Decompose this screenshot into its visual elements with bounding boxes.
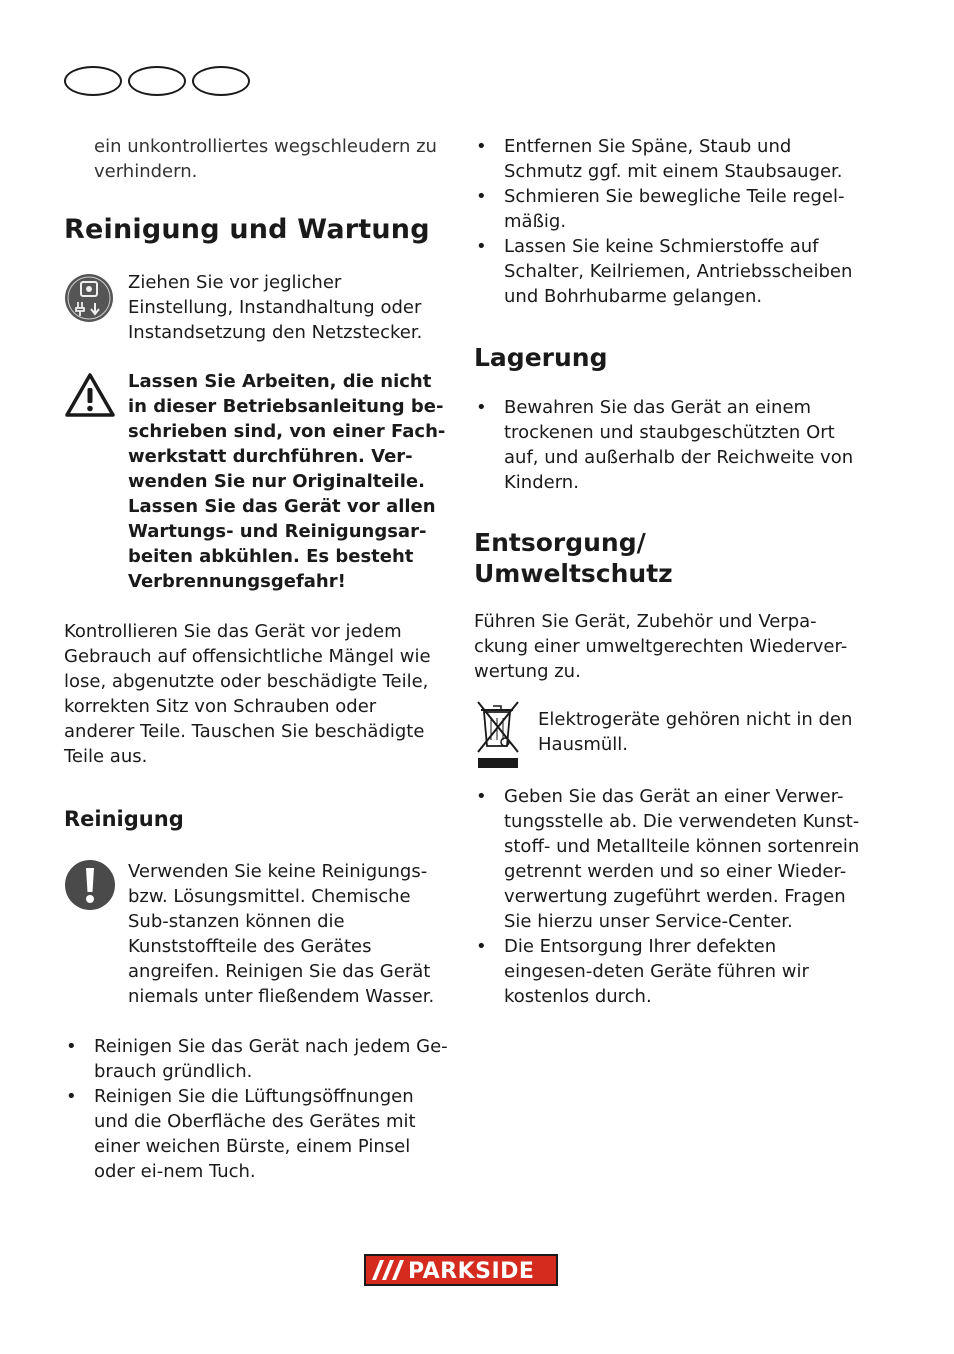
maintenance-bullets xyxy=(474,134,864,309)
intro-continuation: ein unkontrolliertes wegschleudern zu verhindern. xyxy=(94,136,437,182)
storage-bullets xyxy=(474,395,864,495)
cleaning-note xyxy=(64,859,450,1009)
logo-text: PARKSIDE xyxy=(408,1259,535,1284)
list-item: • Bewahren Sie das Gerät an einem trockenen und staubgeschützten Ort auf, und außerhalb der Reichweite von Kindern. xyxy=(474,395,864,495)
unplug-note xyxy=(64,270,450,345)
list-item: • Reinigen Sie das Gerät nach jedem Ge-brauch gründlich. xyxy=(64,1034,450,1084)
cleaning-text: Verwenden Sie keine Reinigungs-bzw. Lösungsmittel. Chemische Sub-stanzen können die Kunststoffteile des Gerätes angreifen. Reinigen Sie das Gerät niemals unter fließendem Wasser. xyxy=(128,861,435,1007)
unplug-icon xyxy=(64,270,116,330)
section-title: Reinigung und Wartung xyxy=(64,214,430,245)
list-item: • Schmieren Sie bewegliche Teile regel-mäßig. xyxy=(474,184,864,234)
disposal-text: Führen Sie Gerät, Zubehör und Verpa-ckung einer umweltgerechten Wiederver-wertung zu. xyxy=(474,611,848,682)
crossed-bin-icon xyxy=(474,698,526,770)
weee-text: Elektrogeräte gehören nicht in den Hausmüll. xyxy=(538,709,853,755)
cleaning-bullets xyxy=(64,1034,450,1184)
disposal-bullets xyxy=(474,784,864,1009)
language-oval-1 xyxy=(64,66,122,96)
list-item: • Entfernen Sie Späne, Staub und Schmutz ggf. mit einem Staubsauger. xyxy=(474,134,864,184)
exclamation-icon xyxy=(64,859,116,919)
list-item: • Reinigen Sie die Lüftungsöffnungen und die Oberfläche des Gerätes mit einer weichen Bürste, einem Pinsel oder ei-nem Tuch. xyxy=(64,1084,450,1184)
language-oval-2 xyxy=(128,66,186,96)
right-column xyxy=(474,134,864,1009)
list-item: • Lassen Sie keine Schmierstoffe auf Schalter, Keilriemen, Antriebsscheiben und Bohrhubarme gelangen. xyxy=(474,234,864,309)
disposal-title-line2: Umweltschutz xyxy=(474,559,673,588)
list-item: • Die Entsorgung Ihrer defekten eingesen-deten Geräte führen wir kostenlos durch. xyxy=(474,934,864,1009)
disposal-title xyxy=(474,527,864,589)
disposal-title-line1: Entsorgung/ xyxy=(474,528,646,557)
weee-note xyxy=(474,698,864,770)
parkside-logo xyxy=(364,1254,558,1286)
list-item: • Geben Sie das Gerät an einer Verwer-tungsstelle ab. Die verwendeten Kunst-stoff- und Metallteile können sortenrein getrennt werden und so einer Wieder-verwertung zugeführt werden. Fragen Sie hierzu unser Service-Center. xyxy=(474,784,864,934)
warning-triangle-icon xyxy=(64,369,116,429)
subsection-title: Reinigung xyxy=(64,807,184,831)
storage-title: Lagerung xyxy=(474,343,608,372)
language-indicator xyxy=(64,64,254,100)
warning-note xyxy=(64,369,450,594)
language-oval-3 xyxy=(192,66,250,96)
unplug-text: Ziehen Sie vor jeglicher Einstellung, Instandhaltung oder Instandsetzung den Netzstecker. xyxy=(128,272,423,343)
inspection-text: Kontrollieren Sie das Gerät vor jedem Gebrauch auf offensichtliche Mängel wie lose, abgenutzte oder beschädigte Teile, korrekten Sitz von Schrauben oder anderer Teile. Tauschen Sie beschädigte Teile aus. xyxy=(64,621,431,767)
left-column xyxy=(64,134,450,1184)
warning-text: Lassen Sie Arbeiten, die nicht in dieser Betriebsanleitung be-schrieben sind, von einer Fach-werkstatt durchführen. Ver-wenden Sie nur Originalteile. Lassen Sie das Gerät vor allen Wartungs- und Reinigungsar-beiten abkühlen. Es besteht Verbrennungsgefahr! xyxy=(128,371,446,592)
